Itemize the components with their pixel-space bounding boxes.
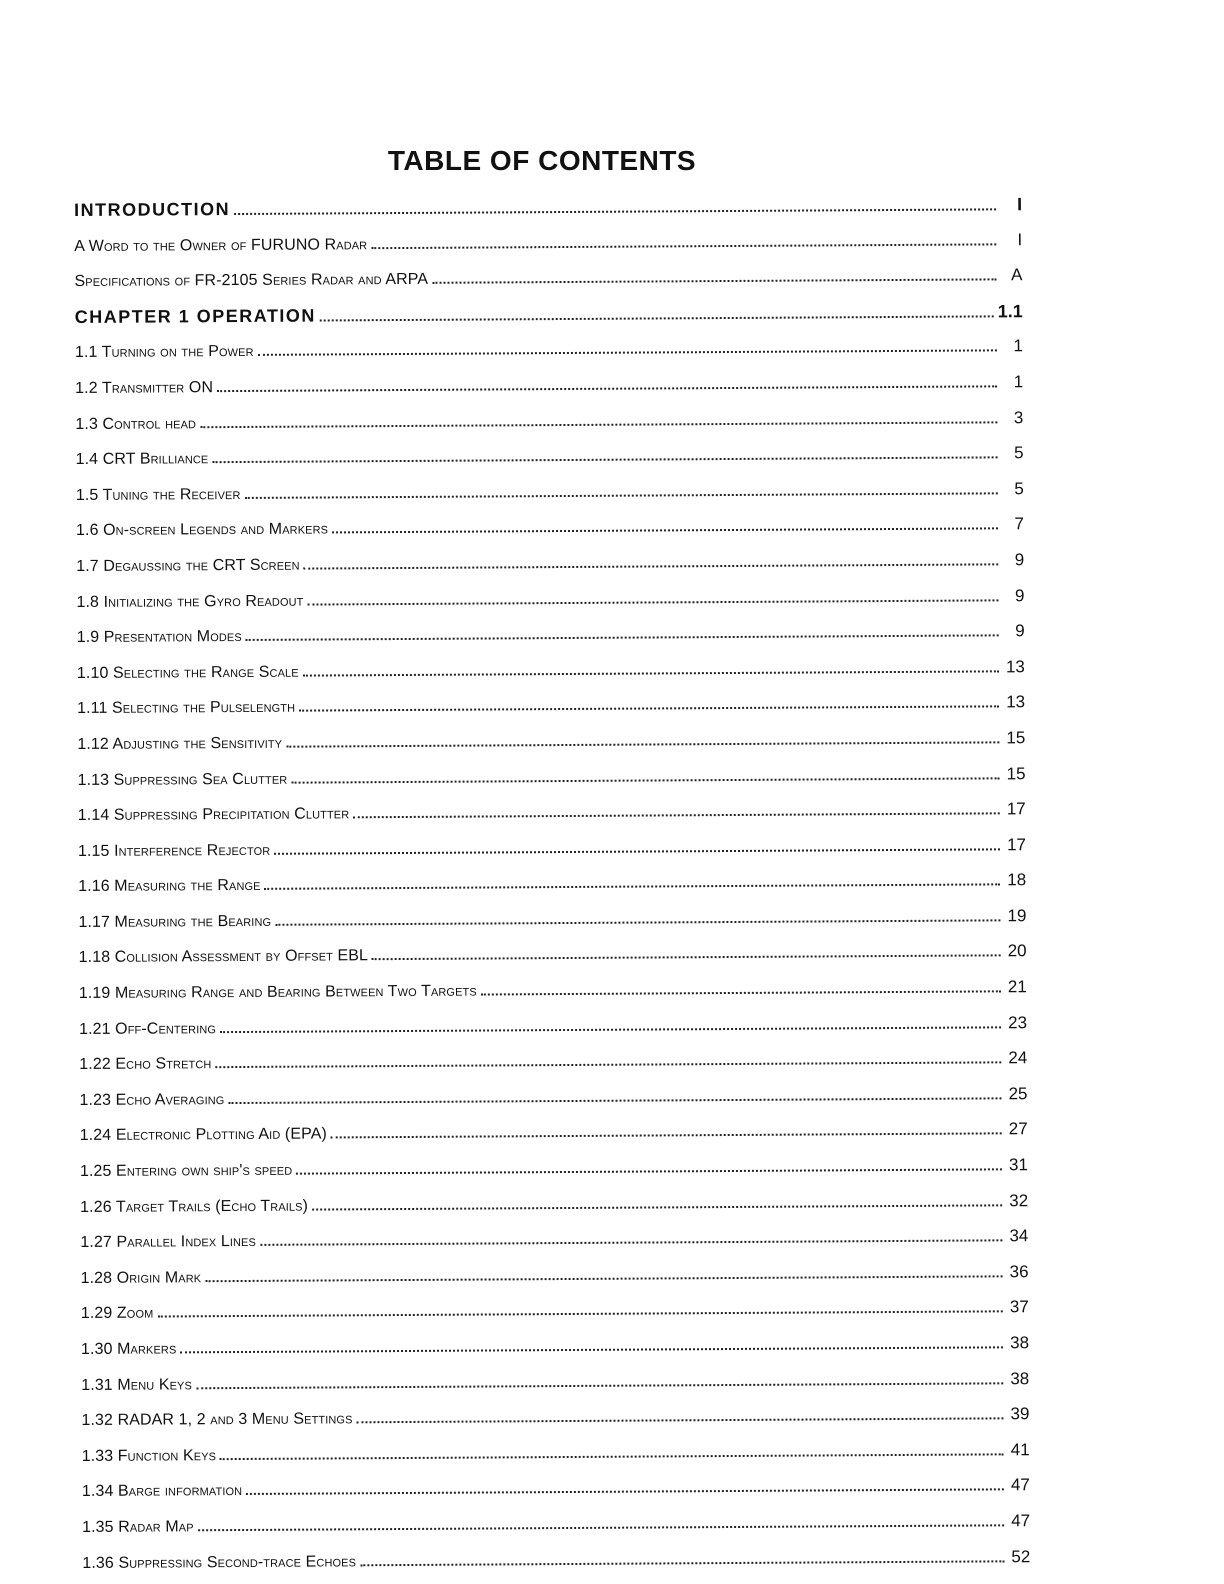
- dot-leader: [157, 1311, 1002, 1318]
- toc-entry-title: INTRODUCTION: [74, 199, 231, 220]
- dot-leader: [360, 1560, 1004, 1566]
- toc-entry-title: 1.7 Degaussing the CRT Screen: [76, 556, 300, 575]
- toc-entry[interactable]: [77, 657, 1025, 698]
- dot-leader: [371, 243, 996, 249]
- toc-entry-page: 9: [1014, 585, 1025, 605]
- dot-leader: [332, 528, 998, 534]
- toc-entry[interactable]: [80, 1120, 1028, 1161]
- toc-entry-page: 52: [1011, 1546, 1031, 1566]
- dot-leader: [220, 1453, 1004, 1460]
- toc-entry-page: 20: [1007, 941, 1027, 961]
- toc-entry-page: 1.1: [997, 300, 1023, 322]
- toc-entry[interactable]: [78, 799, 1026, 840]
- dot-leader: [205, 1275, 1002, 1282]
- toc-entry[interactable]: [82, 1476, 1030, 1517]
- toc-entry-title: 1.26 Target Trails (Echo Trails): [80, 1197, 309, 1216]
- toc-entry-page: 3: [1013, 407, 1024, 427]
- toc-entry[interactable]: [82, 1440, 1030, 1481]
- toc-entry-page: 21: [1007, 977, 1027, 997]
- toc-entry[interactable]: [74, 265, 1022, 306]
- toc-entry[interactable]: [80, 1191, 1028, 1232]
- dot-leader: [481, 990, 1001, 995]
- toc-entry-title: 1.6 On-screen Legends and Markers: [75, 520, 329, 540]
- toc-entry[interactable]: [81, 1404, 1029, 1445]
- table-of-contents: [74, 194, 1030, 1584]
- toc-entry[interactable]: [77, 728, 1025, 769]
- toc-entry-title: 1.34 Barge information: [81, 1482, 243, 1501]
- toc-entry-page: 5: [1014, 478, 1024, 499]
- toc-entry[interactable]: [78, 906, 1026, 947]
- toc-entry-title: 1.13 Suppressing Sea Clutter: [77, 770, 288, 789]
- toc-entry[interactable]: [79, 1048, 1027, 1089]
- dot-leader: [228, 1097, 1001, 1104]
- toc-entry-title: 1.24 Electronic Plotting Aid (EPA): [79, 1125, 327, 1145]
- toc-entry-page: 47: [1011, 1511, 1031, 1531]
- toc-entry-title: 1.15 Interference Rejector: [77, 841, 271, 860]
- toc-entry-page: 41: [1010, 1439, 1030, 1460]
- toc-entry[interactable]: [77, 693, 1025, 734]
- toc-entry-title: 1.29 Zoom: [80, 1304, 154, 1323]
- toc-entry-title: 1.19 Measuring Range and Bearing Between Two Targets: [78, 982, 477, 1003]
- toc-entry-page: 9: [1015, 621, 1025, 641]
- toc-entry-title: 1.33 Function Keys: [81, 1446, 217, 1465]
- toc-entry[interactable]: [75, 337, 1023, 378]
- toc-entry-title: 1.4 CRT Brilliance: [75, 450, 209, 469]
- toc-entry-title: 1.11 Selecting the Pulselength: [77, 698, 296, 718]
- toc-entry-title: 1.17 Measuring the Bearing: [78, 912, 272, 931]
- toc-entry-title: 1.3 Control head: [75, 414, 197, 433]
- toc-entry-title: 1.21 Off-Centering: [79, 1019, 217, 1038]
- toc-entry-title: 1.5 Tuning the Receiver: [75, 485, 241, 504]
- dot-leader: [220, 1026, 1001, 1033]
- toc-entry[interactable]: [81, 1333, 1029, 1374]
- toc-entry[interactable]: [82, 1511, 1030, 1552]
- toc-entry-page: 39: [1010, 1404, 1030, 1424]
- dot-leader: [432, 279, 996, 284]
- toc-entry-page: A: [1011, 265, 1023, 285]
- toc-entry[interactable]: [75, 301, 1023, 342]
- toc-entry-title: 1.10 Selecting the Range Scale: [76, 663, 299, 682]
- toc-entry-page: 38: [1010, 1368, 1030, 1388]
- toc-entry-title: 1.30 Markers: [80, 1340, 177, 1358]
- toc-entry-page: 27: [1008, 1119, 1028, 1139]
- toc-entry[interactable]: [79, 977, 1027, 1018]
- toc-entry-page: 1: [1013, 336, 1023, 356]
- toc-entry-title: 1.16 Measuring the Range: [78, 877, 261, 896]
- toc-entry-title: 1.22 Echo Stretch: [79, 1055, 212, 1074]
- dot-leader: [286, 741, 999, 747]
- toc-entry-title: 1.23 Echo Averaging: [79, 1090, 225, 1109]
- dot-leader: [196, 1382, 1003, 1389]
- toc-entry-page: 31: [1008, 1155, 1028, 1175]
- toc-entry[interactable]: [81, 1298, 1029, 1339]
- toc-entry[interactable]: [76, 550, 1024, 591]
- dot-leader: [303, 670, 999, 676]
- toc-entry-page: 32: [1009, 1190, 1029, 1210]
- toc-entry-title: 1.27 Parallel Index Lines: [80, 1233, 256, 1252]
- dot-leader: [260, 1240, 1002, 1247]
- toc-entry[interactable]: [79, 1084, 1027, 1125]
- toc-entry[interactable]: [76, 443, 1024, 484]
- toc-entry-page: 5: [1014, 443, 1024, 463]
- dot-leader: [299, 706, 999, 712]
- toc-entry-page: 36: [1009, 1262, 1029, 1282]
- dot-leader: [198, 1524, 1004, 1531]
- toc-entry-page: 17: [1006, 834, 1027, 854]
- toc-entry[interactable]: [78, 870, 1026, 911]
- toc-entry[interactable]: [74, 230, 1022, 271]
- toc-entry-page: I: [1016, 194, 1023, 215]
- toc-entry-title: 1.1 Turning on the Power: [74, 343, 254, 362]
- toc-entry-page: I: [1017, 229, 1023, 249]
- toc-entry-page: 37: [1009, 1297, 1029, 1317]
- toc-entry-title: 1.28 Origin Mark: [80, 1269, 202, 1287]
- toc-entry-page: 34: [1009, 1226, 1029, 1246]
- toc-entry[interactable]: [82, 1547, 1030, 1584]
- toc-entry-title: Specifications of FR-2105 Series Radar and ARPA: [74, 271, 429, 291]
- toc-entry[interactable]: [81, 1262, 1029, 1303]
- toc-entry[interactable]: [77, 621, 1025, 662]
- dot-leader: [320, 315, 994, 321]
- toc-entry-page: 15: [1006, 763, 1026, 783]
- dot-leader: [274, 848, 1000, 854]
- toc-entry[interactable]: [78, 835, 1026, 876]
- dot-leader: [307, 599, 998, 605]
- page-title: TABLE OF CONTENTS: [387, 144, 697, 176]
- toc-entry-title: 1.36 Suppressing Second-trace Echoes: [82, 1552, 357, 1572]
- toc-entry[interactable]: [80, 1226, 1028, 1267]
- toc-entry-page: 1: [1013, 372, 1024, 392]
- toc-entry[interactable]: [81, 1369, 1029, 1410]
- toc-entry-title: CHAPTER 1 OPERATION: [74, 305, 316, 327]
- toc-entry-page: 24: [1008, 1048, 1028, 1068]
- toc-entry-title: 1.8 Initializing the Gyro Readout: [76, 592, 304, 611]
- toc-entry[interactable]: [76, 586, 1024, 627]
- toc-entry-title: 1.9 Presentation Modes: [76, 628, 242, 647]
- dot-leader: [291, 777, 999, 783]
- dot-leader: [215, 1062, 1001, 1069]
- toc-entry[interactable]: [76, 515, 1024, 556]
- toc-entry[interactable]: [79, 942, 1027, 983]
- toc-entry-title: 1.25 Entering own ship's speed: [79, 1161, 293, 1181]
- dot-leader: [258, 350, 997, 357]
- dot-leader: [244, 492, 997, 499]
- toc-entry-title: 1.14 Suppressing Precipitation Clutter: [77, 805, 350, 825]
- toc-entry-title: 1.35 Radar Map: [82, 1518, 194, 1536]
- dot-leader: [200, 421, 997, 428]
- toc-entry-page: 19: [1007, 906, 1027, 926]
- toc-entry-page: 13: [1006, 692, 1026, 712]
- dot-leader: [212, 457, 997, 464]
- toc-entry[interactable]: [77, 764, 1025, 805]
- dot-leader: [356, 1418, 1003, 1424]
- toc-entry-title: A Word to the Owner of FURUNO Radar: [74, 235, 368, 255]
- dot-leader: [304, 563, 999, 569]
- toc-entry-page: 9: [1014, 550, 1025, 570]
- toc-entry[interactable]: [76, 479, 1024, 520]
- dot-leader: [296, 1168, 1002, 1174]
- toc-entry-page: 23: [1008, 1012, 1028, 1032]
- toc-entry-page: 47: [1010, 1475, 1030, 1495]
- toc-entry-title: 1.32 RADAR 1, 2 and 3 Menu Settings: [81, 1410, 353, 1430]
- toc-entry-page: 17: [1006, 799, 1026, 819]
- toc-entry-title: 1.31 Menu Keys: [81, 1375, 192, 1394]
- toc-entry-title: 1.18 Collision Assessment by Offset EBL: [78, 947, 369, 967]
- toc-entry-page: 25: [1008, 1084, 1028, 1104]
- toc-entry[interactable]: [75, 408, 1023, 449]
- dot-leader: [312, 1204, 1002, 1210]
- toc-entry-page: 18: [1007, 870, 1027, 890]
- dot-leader: [234, 208, 996, 215]
- dot-leader: [265, 884, 1001, 890]
- toc-entry-title: 1.2 Transmitter ON: [75, 379, 214, 397]
- dot-leader: [246, 1489, 1004, 1496]
- toc-entry-page: 13: [1005, 656, 1025, 677]
- toc-entry-page: 7: [1014, 514, 1025, 534]
- toc-entry[interactable]: [74, 194, 1022, 235]
- toc-entry-page: 15: [1006, 728, 1026, 748]
- dot-leader: [372, 955, 1001, 961]
- toc-entry[interactable]: [80, 1155, 1028, 1196]
- dot-leader: [275, 919, 1000, 925]
- dot-leader: [331, 1133, 1002, 1139]
- toc-entry-page: 38: [1010, 1333, 1030, 1353]
- dot-leader: [353, 812, 1000, 818]
- toc-entry-title: 1.12 Adjusting the Sensitivity: [77, 734, 283, 753]
- dot-leader: [217, 385, 997, 392]
- dot-leader: [246, 634, 999, 641]
- dot-leader: [180, 1346, 1003, 1353]
- toc-entry[interactable]: [75, 372, 1023, 413]
- toc-entry[interactable]: [79, 1013, 1027, 1054]
